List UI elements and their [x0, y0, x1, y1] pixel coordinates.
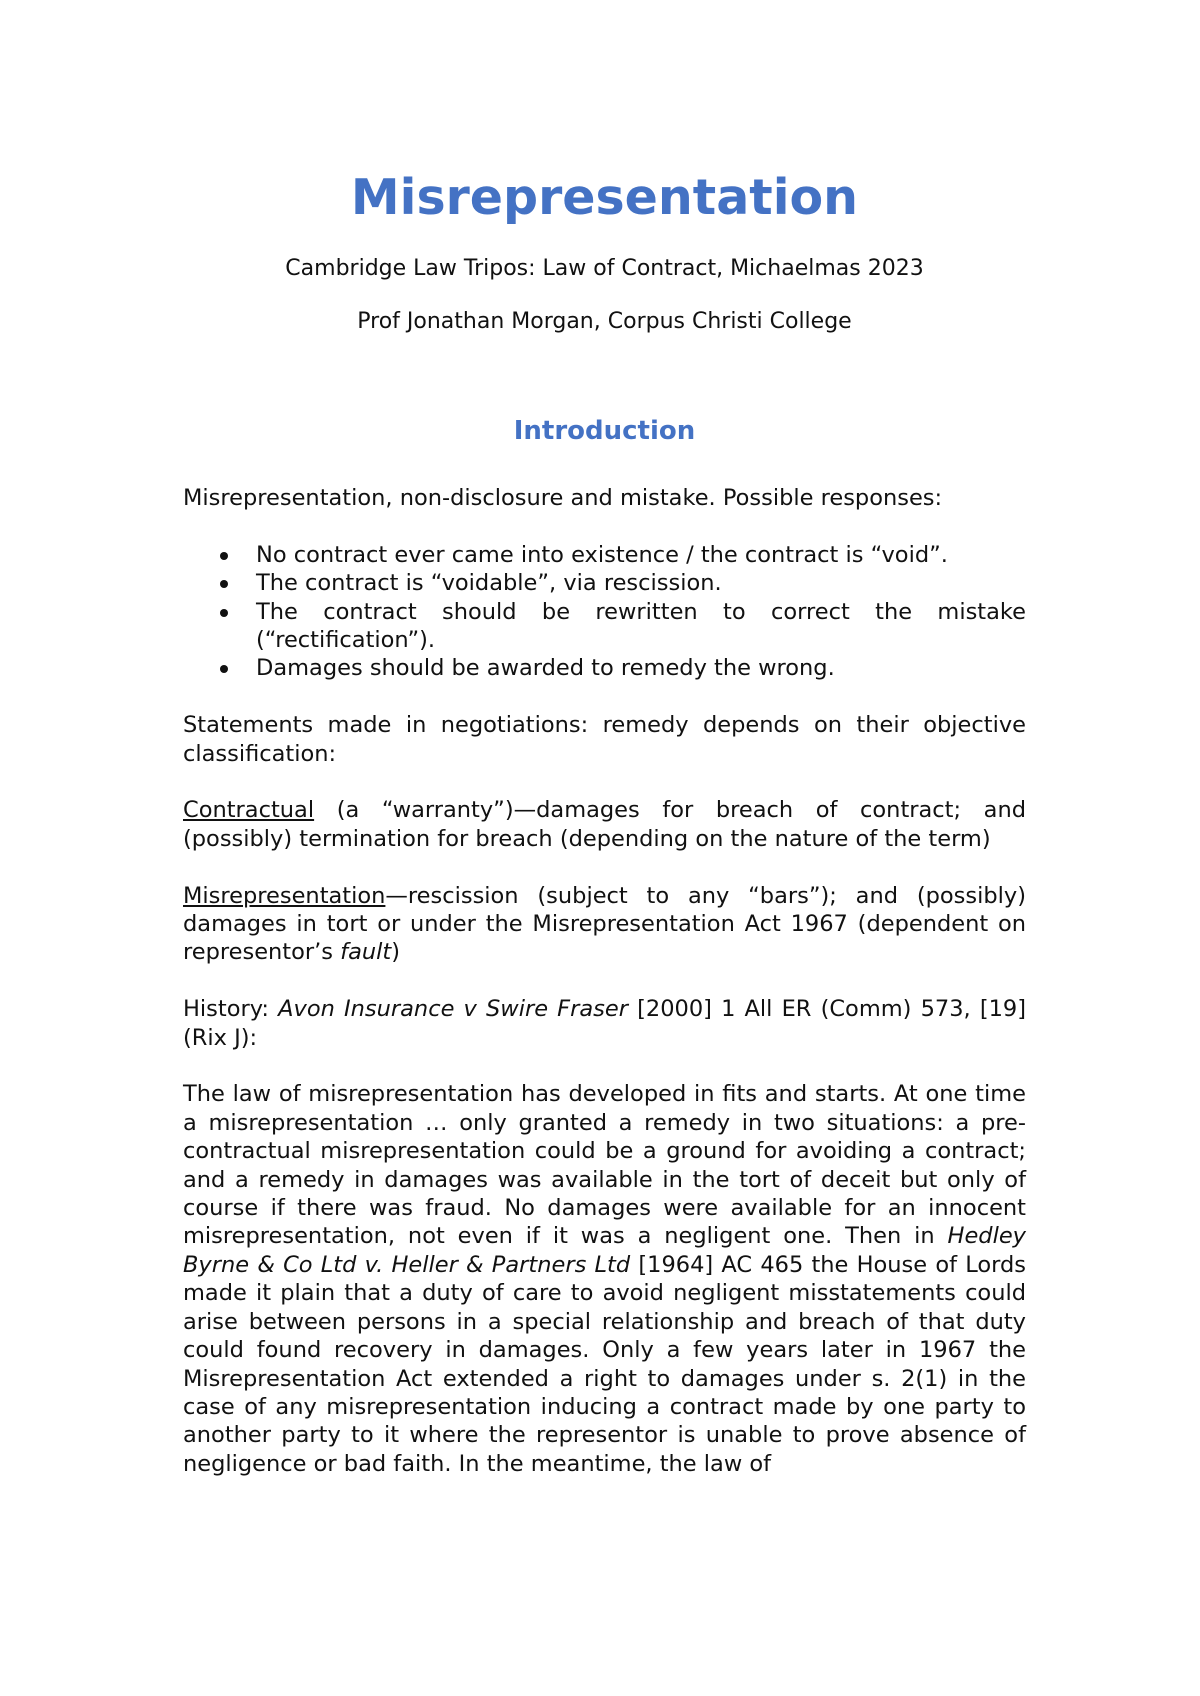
contractual-paragraph — [183, 796, 1026, 853]
list-item: No contract ever came into existence / the contract is “void”. — [183, 541, 1026, 569]
fault-word: fault — [340, 939, 392, 966]
statements-paragraph: Statements made in negotiations: remedy depends on their objective classification: — [183, 712, 1026, 767]
misrepresentation-paragraph — [183, 882, 1026, 967]
history-citation: [2000] 1 All ER (Comm) 573, [19] (Rix J): — [183, 996, 1027, 1051]
quote-paragraph — [183, 1080, 1026, 1478]
intro-paragraph: Misrepresentation, non-disclosure and mistake. Possible responses: — [183, 485, 943, 511]
misrepresentation-term: Misrepresentation — [183, 882, 386, 909]
author-subtitle: Prof Jonathan Morgan, Corpus Christi College — [357, 309, 852, 334]
contractual-term: Contractual — [183, 797, 315, 824]
contractual-text: (a “warranty”)—damages for breach of contract; and (possibly) termination for breach (depending on the nature of the term) — [183, 797, 1026, 852]
list-item: Damages should be awarded to remedy the wrong. — [183, 654, 1026, 682]
document-title: Misrepresentation — [350, 169, 859, 226]
quote-part-2: [1964] AC 465 the House of Lords made it plain that a duty of care to avoid negligent misstatements could arise between persons in a special relationship and breach of that duty could found recovery in damages. Only a few years later in 1967 the Misrepresentation Act extended a right to damages under s. 2(1) in the case of any misrepresentation inducing a contract made by one party to another party to it where the representor is unable to prove absence of negligence or bad faith. In the meantime, the law of — [183, 1251, 1027, 1477]
section-heading-introduction: Introduction — [513, 416, 696, 446]
history-label: History: — [183, 996, 279, 1023]
document-body — [183, 484, 1026, 1507]
list-item: The contract should be rewritten to correct the mistake (“rectification”). — [183, 598, 1026, 655]
quote-part-1: The law of misrepresentation has developed in fits and starts. At one time a misrepresentation … only granted a remedy in two situations: a pre-contractual misrepresentation could be a ground for avoiding a contract; and a remedy in damages was available in the tort of deceit but only of course if there was fraud. No damages were available for an innocent misrepresentation, not even if it was a negligent one. Then in — [183, 1081, 1026, 1250]
misrep-text-before: —rescission (subject to any “bars”); and (possibly) damages in tort or under the Misrepresentation Act 1967 (dependent on representor’s — [183, 882, 1026, 966]
course-subtitle: Cambridge Law Tripos: Law of Contract, Michaelmas 2023 — [285, 256, 924, 281]
list-item: The contract is “voidable”, via rescission. — [183, 569, 1026, 597]
history-paragraph — [183, 995, 1026, 1052]
misrep-text-after: ) — [391, 939, 400, 966]
history-case-name: Avon Insurance v Swire Fraser — [278, 996, 628, 1023]
responses-list — [183, 541, 1026, 683]
quote-case-name: Hedley Byrne & Co Ltd v. Heller & Partners Ltd — [183, 1223, 1026, 1278]
